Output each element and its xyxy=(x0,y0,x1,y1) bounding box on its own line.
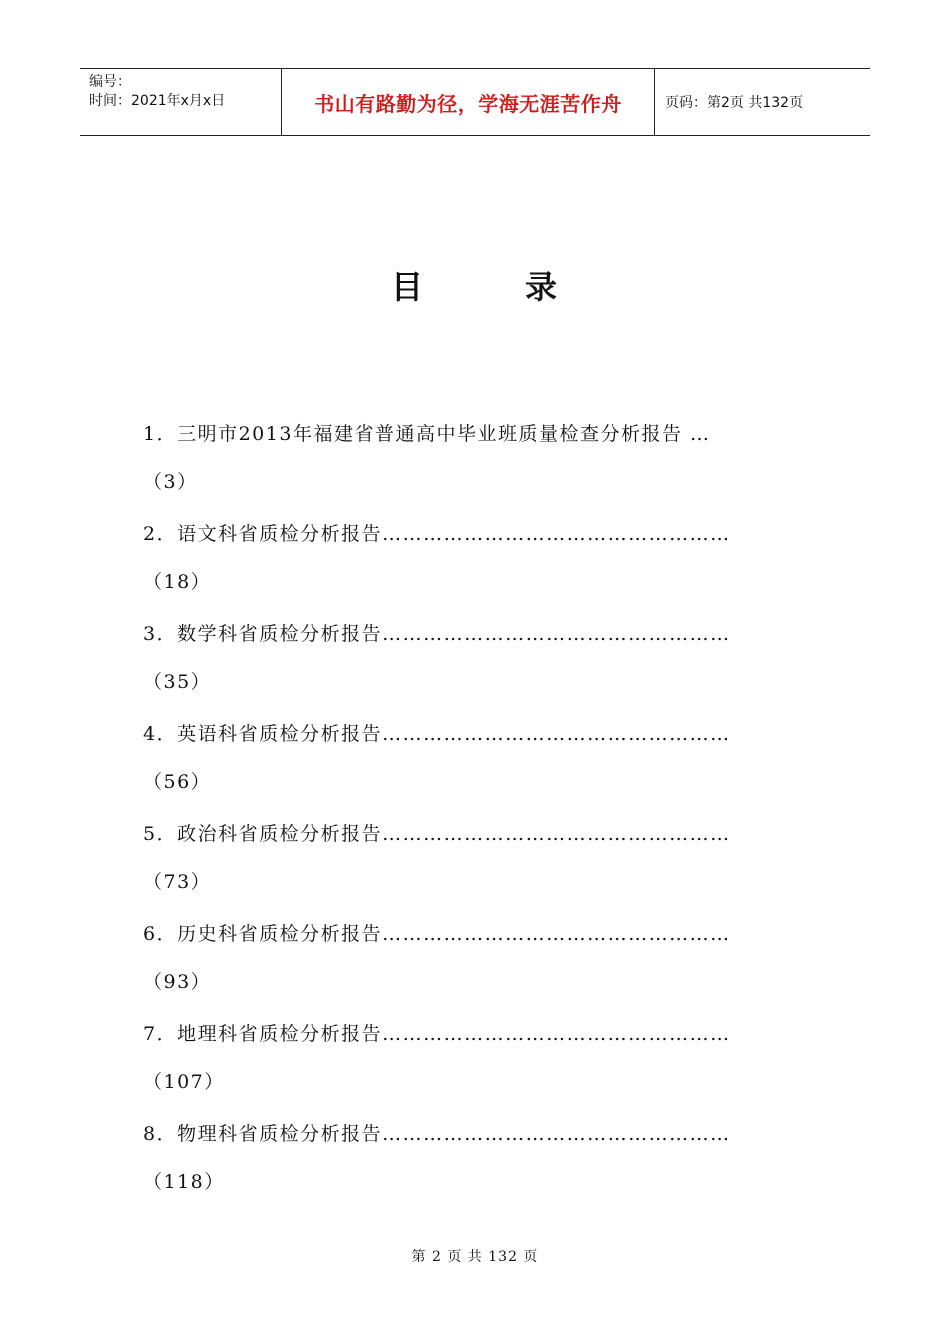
toc-entry-text: 2．语文科省质检分析报告…………………………………………… xyxy=(143,523,731,545)
toc-entry[interactable] xyxy=(143,914,813,1014)
toc-entry[interactable] xyxy=(143,714,813,814)
toc-entry[interactable] xyxy=(143,414,813,514)
toc-entry[interactable] xyxy=(143,1014,813,1114)
header-page-info: 页码：第2页 共132页 xyxy=(665,95,804,111)
toc-entry-page: （73） xyxy=(143,871,212,893)
header-number: 编号： xyxy=(89,74,131,90)
toc-entry-page: （107） xyxy=(143,1071,225,1093)
toc-entry-page: （35） xyxy=(143,671,212,693)
header-motto: 书山有路勤为径，学海无涯苦作舟 xyxy=(282,69,655,135)
header-time: 时间：2021年x月x日 xyxy=(89,93,226,109)
toc-entry-text: 8．物理科省质检分析报告…………………………………………… xyxy=(143,1123,731,1145)
toc-entry-page: （56） xyxy=(143,771,212,793)
toc-entry-text: 3．数学科省质检分析报告…………………………………………… xyxy=(143,623,731,645)
toc-entry-text: 5．政治科省质检分析报告…………………………………………… xyxy=(143,823,731,845)
toc-entry-page: （93） xyxy=(143,971,212,993)
toc-entry-page: （18） xyxy=(143,571,212,593)
table-of-contents xyxy=(143,414,813,1214)
page-footer: 第 2 页 共 132 页 xyxy=(411,1249,539,1265)
toc-entry[interactable] xyxy=(143,614,813,714)
toc-entry-text: 6．历史科省质检分析报告…………………………………………… xyxy=(143,923,731,945)
page-header xyxy=(80,68,870,136)
title-char-left: 目 xyxy=(390,268,425,306)
title-char-right: 录 xyxy=(525,268,560,306)
toc-entry-text: 7．地理科省质检分析报告…………………………………………… xyxy=(143,1023,731,1045)
page-title xyxy=(0,262,950,308)
header-meta xyxy=(80,69,282,135)
toc-entry[interactable] xyxy=(143,514,813,614)
toc-entry-page: （3） xyxy=(143,471,198,493)
toc-entry-text: 1．三明市2013年福建省普通高中毕业班质量检查分析报告 … xyxy=(143,423,711,445)
toc-entry[interactable] xyxy=(143,814,813,914)
toc-entry-page: （118） xyxy=(143,1171,225,1193)
toc-entry-text: 4．英语科省质检分析报告…………………………………………… xyxy=(143,723,731,745)
toc-entry[interactable] xyxy=(143,1114,813,1214)
